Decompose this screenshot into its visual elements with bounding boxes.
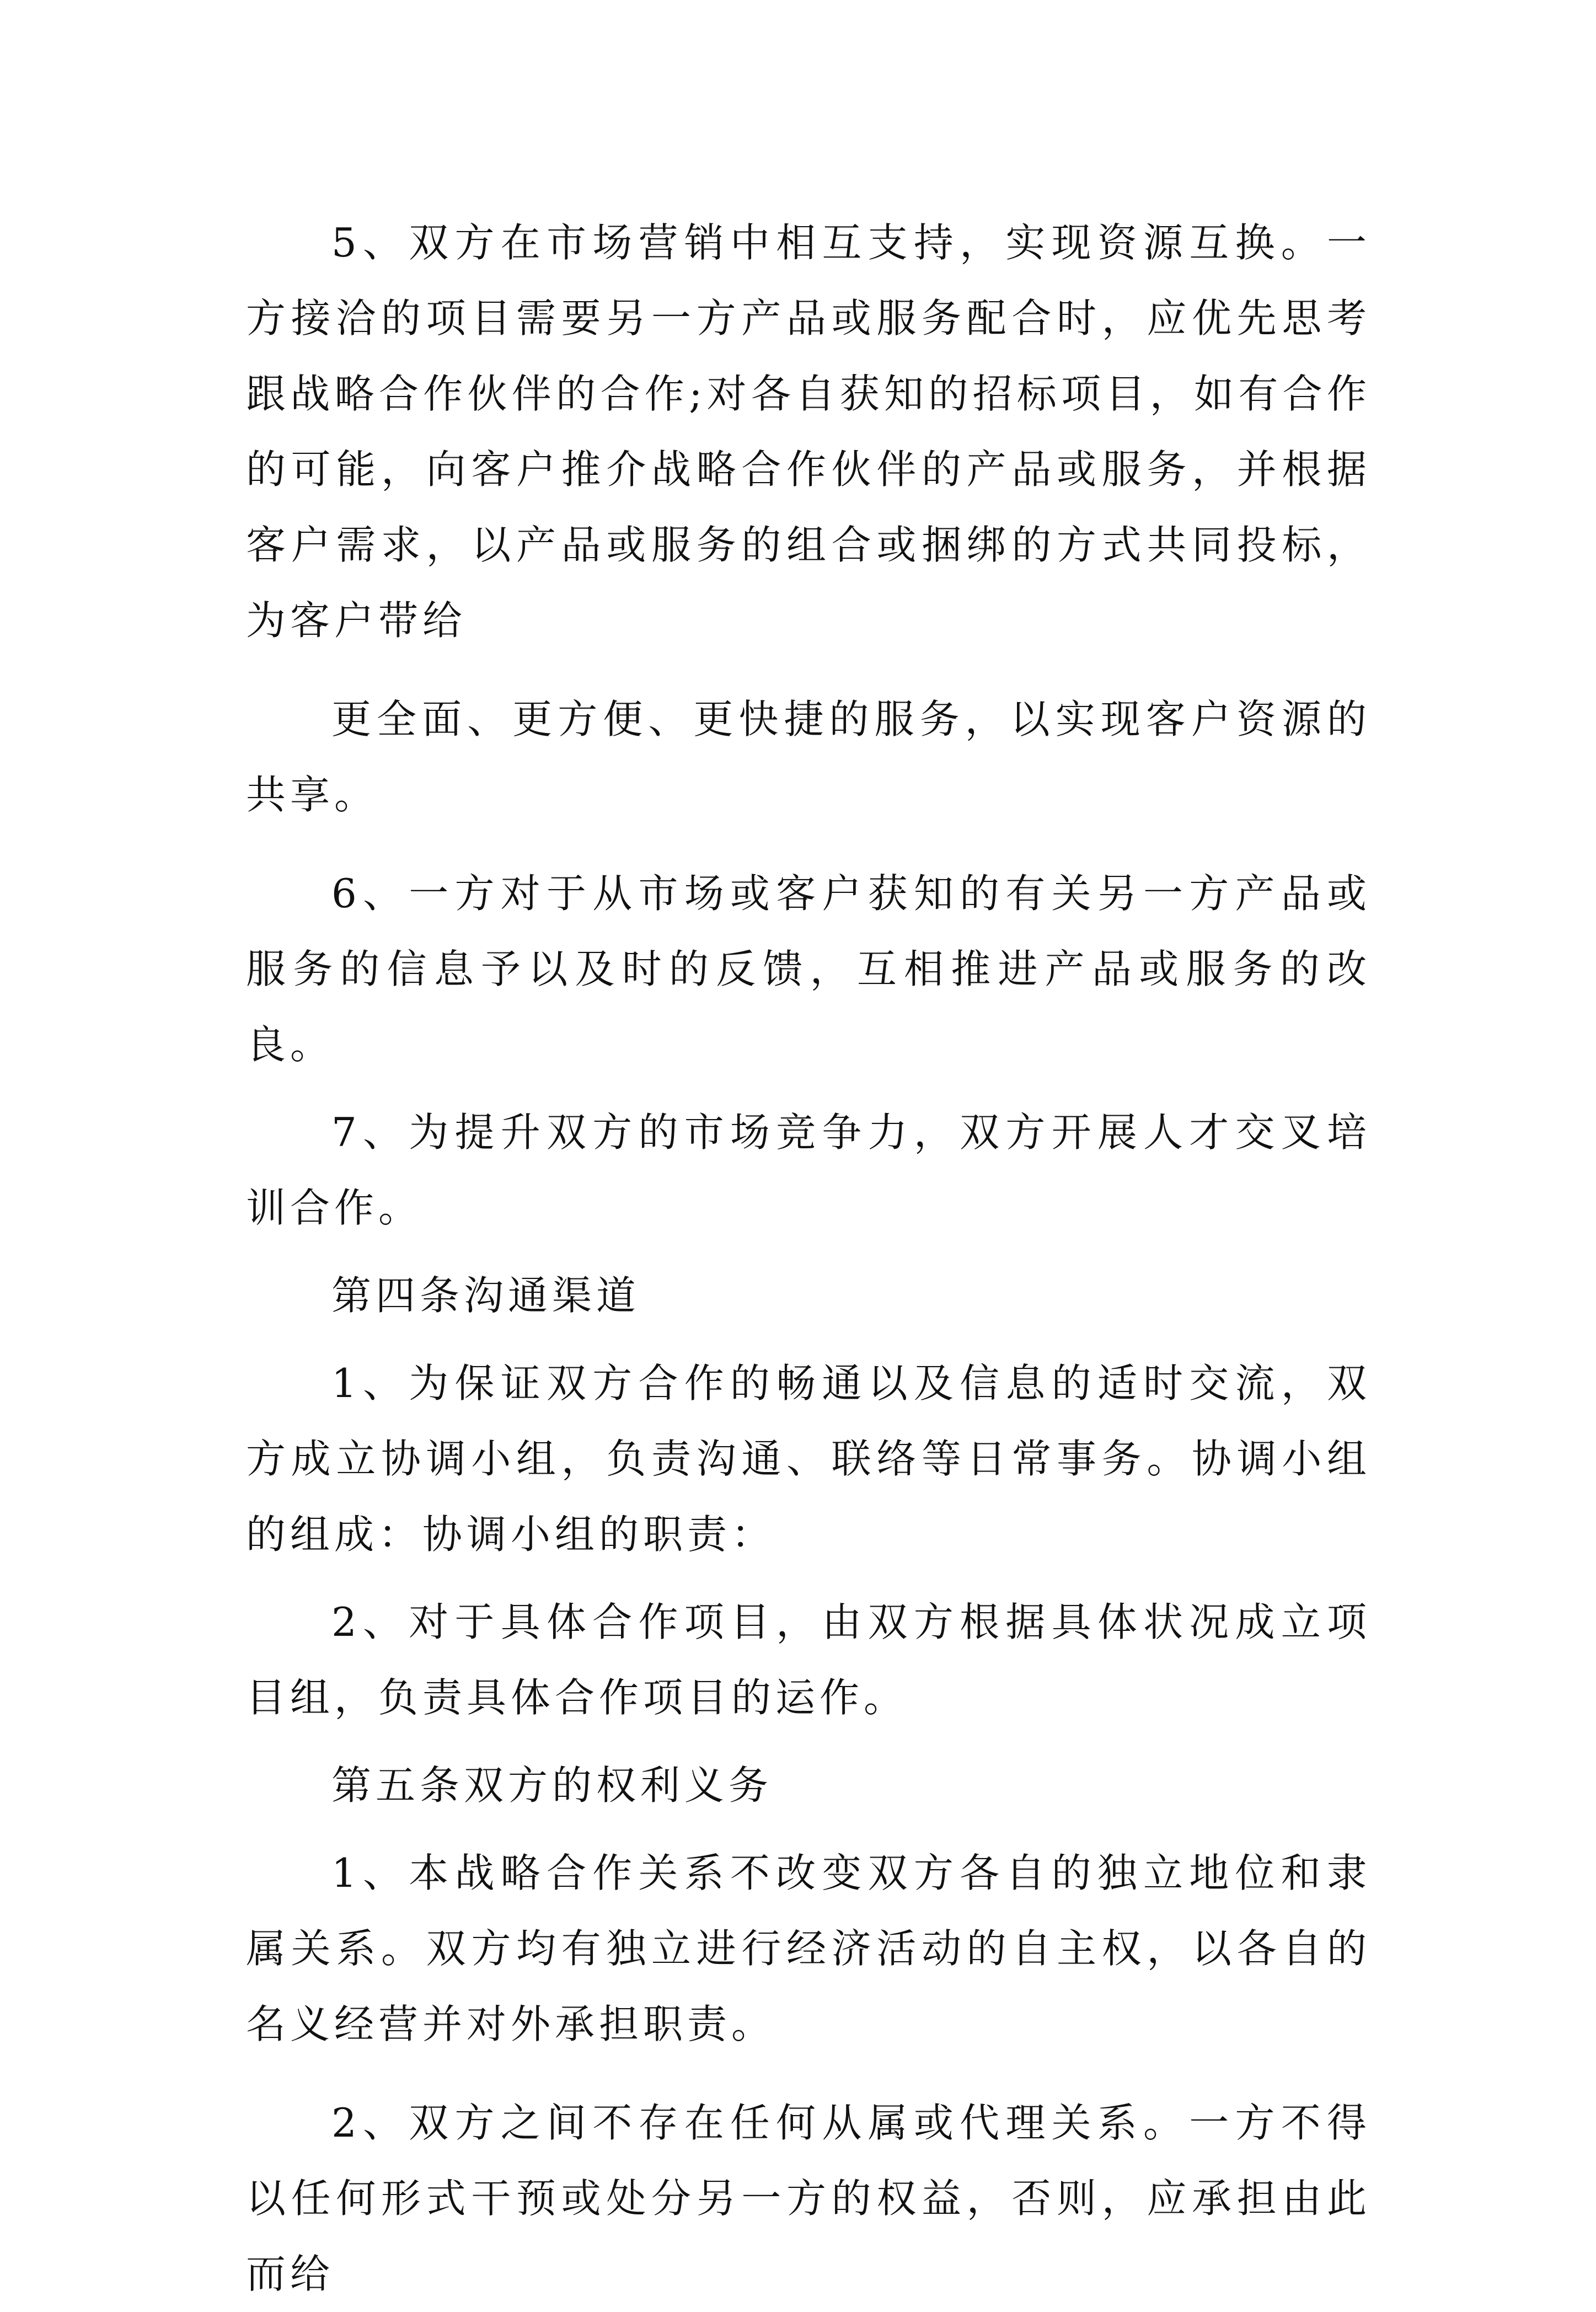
paragraph-article-4-item-2: 2、对于具体合作项目，由双方根据具体状况成立项目组，负责具体合作项目的运作。 [246, 1599, 1371, 1721]
heading-article-5: 第五条双方的权利义务 [331, 1762, 773, 1808]
heading-article-4: 第四条沟通渠道 [331, 1272, 641, 1319]
paragraph-6-feedback: 6、一方对于从市场或客户获知的有关另一方产品或服务的信息予以及时的反馈，互相推进产品或服务的改良。 [246, 870, 1371, 1068]
paragraph-5-continued: 更全面、更方便、更快捷的服务，以实现客户资源的共享。 [246, 696, 1371, 818]
paragraph-article-5-item-2: 2、双方之间不存在任何从属或代理关系。一方不得以任何形式干预或处分另一方的权益，否则，应承担由此而给 [246, 2100, 1371, 2297]
paragraph-5-marketing-support: 5、双方在市场营销中相互支持，实现资源互换。一方接洽的项目需要另一方产品或服务配合时，应优先思考跟战略合作伙伴的合作;对各自获知的招标项目，如有合作的可能，向客户推介战略合作伙伴的产品或服务，并根据客户需求，以产品或服务的组合或捆绑的方式共同投标，为客户带给 [246, 220, 1371, 644]
paragraph-article-4-item-1: 1、为保证双方合作的畅通以及信息的适时交流，双方成立协调小组，负责沟通、联络等日常事务。协调小组的组成：协调小组的职责： [246, 1360, 1371, 1558]
paragraph-article-5-item-1: 1、本战略合作关系不改变双方各自的独立地位和隶属关系。双方均有独立进行经济活动的自主权，以各自的名义经营并对外承担职责。 [246, 1850, 1371, 2047]
paragraph-7-training: 7、为提升双方的市场竞争力，双方开展人才交叉培训合作。 [246, 1109, 1371, 1231]
document-body [246, 205, 1371, 2312]
